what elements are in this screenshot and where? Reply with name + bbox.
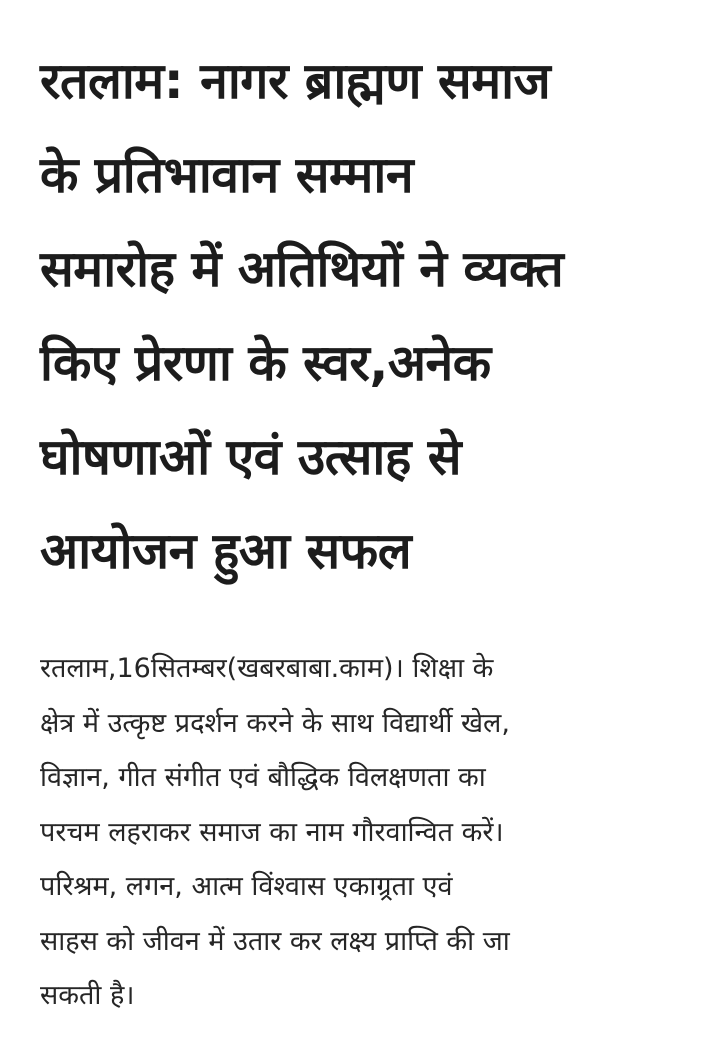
headline-line: घोषणाओं एवं उत्साह से <box>40 428 462 486</box>
body-line: परचम लहराकर समाज का नाम गौरवान्वित करें। <box>40 816 504 848</box>
body-line: साहस को जीवन में उतार कर लक्ष्य प्राप्ति की जा <box>40 925 510 957</box>
article-body <box>40 642 686 1024</box>
headline-line: के प्रतिभावान सम्मान <box>40 146 414 204</box>
body-line: विज्ञान, गीत संगीत एवं बौद्धिक विलक्षणता का <box>40 762 486 793</box>
headline-line: किए प्रेरणा के स्वर,अनेक <box>40 334 491 392</box>
headline-line: आयोजन हुआ सफल <box>40 522 412 580</box>
headline-line: समारोह में अतिथियों ने व्यक्त <box>40 240 564 298</box>
article-headline <box>40 34 686 598</box>
headline-line: रतलाम: नागर ब्राह्मण समाज <box>40 52 551 110</box>
body-line: परिश्रम, लगन, आत्म विंश्वास एकाग्र्रता एवं <box>40 871 453 902</box>
body-line: क्षेत्र में उत्कृष्ट प्रदर्शन करने के साथ विद्यार्थी खेल, <box>40 707 510 739</box>
body-line: रतलाम,16सितम्बर(खबरबाबा.काम)। शिक्षा के <box>40 653 494 684</box>
body-line: सकती है। <box>40 980 135 1011</box>
